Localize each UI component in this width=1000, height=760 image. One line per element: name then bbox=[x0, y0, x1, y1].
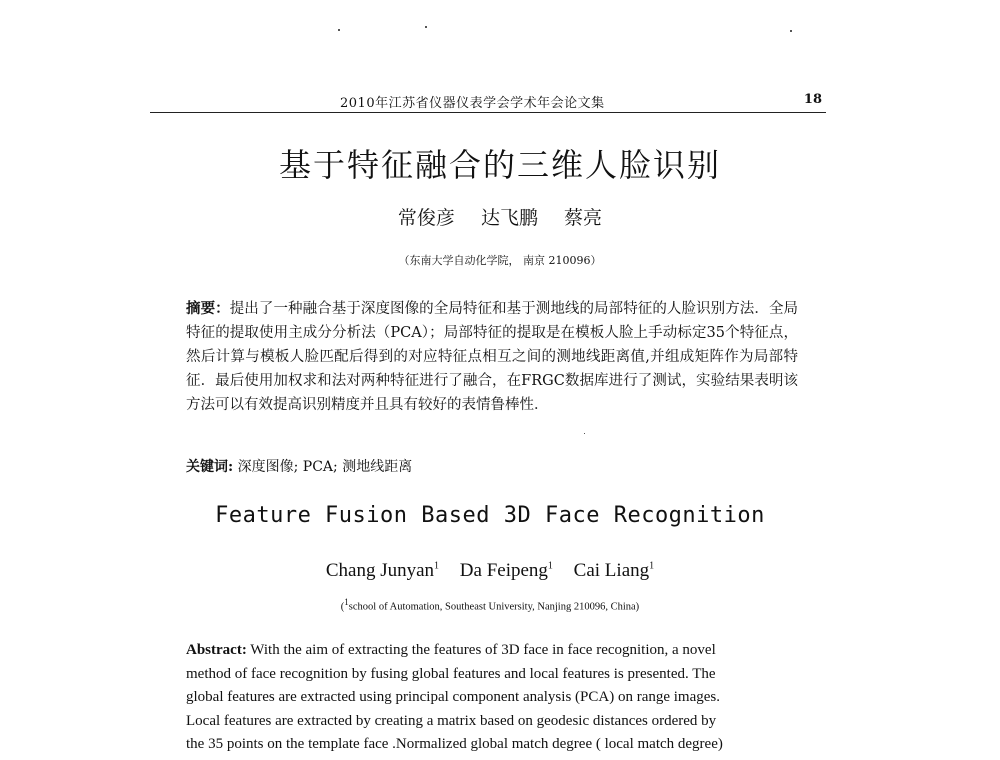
author-en-name: Chang Junyan bbox=[325, 560, 435, 581]
abstract-en-text: With the aim of extracting the features of 3D face in face recognition, a novel bbox=[246, 642, 716, 658]
author-en-name: Da Feipeng bbox=[459, 560, 548, 581]
paper-title-cn: 基于特征融合的三维人脸识别 bbox=[278, 146, 721, 184]
scan-speck bbox=[584, 433, 585, 434]
abstract-en bbox=[186, 639, 798, 757]
abstract-en-line: global features are extracted using principal component analysis (PCA) on range images. bbox=[186, 689, 720, 705]
page-number: 18 bbox=[803, 92, 822, 107]
author-en-affil-mark: 1 bbox=[547, 560, 553, 572]
affiliation-en-text: school of Automation, Southeast University, Nanjing 210096, China) bbox=[348, 601, 640, 613]
running-header bbox=[150, 90, 826, 113]
abstract-en-label: Abstract: bbox=[186, 642, 247, 658]
scan-speck bbox=[338, 29, 340, 31]
abstract-en-line: the 35 points on the template face .Normalized global match degree ( local match degree) bbox=[186, 736, 723, 752]
conference-name: 2010年江苏省仪器仪表学会学术年会论文集 bbox=[340, 96, 605, 111]
scan-speck bbox=[425, 26, 427, 28]
author-cn: 常俊彦 bbox=[397, 207, 455, 229]
abstract-cn-label: 摘要： bbox=[186, 300, 230, 317]
author-en-affil-mark: 1 bbox=[434, 560, 440, 572]
abstract-en-line: Local features are extracted by creating a matrix based on geodesic distances ordered by bbox=[186, 712, 717, 729]
author-cn: 蔡亮 bbox=[564, 207, 603, 229]
author-en bbox=[326, 560, 439, 581]
affiliation-en-mark: 1 bbox=[344, 597, 349, 607]
abstract-en-line bbox=[186, 639, 798, 663]
keywords-cn-label: 关键词: bbox=[186, 459, 234, 475]
affiliation-en: ($^1$school of Automation, Southeast University, Nanjing 210096, China) bbox=[340, 597, 640, 613]
authors-cn bbox=[0, 203, 1000, 230]
author-en-affil-mark: 1 bbox=[649, 560, 655, 572]
abstract-cn bbox=[186, 297, 798, 417]
author-en bbox=[574, 560, 654, 581]
abstract-en-line: method of face recognition by fusing global features and local features is presented. The bbox=[186, 665, 716, 682]
author-en-name: Cai Liang bbox=[573, 560, 650, 581]
author-cn: 达飞鹏 bbox=[480, 207, 538, 229]
author-en bbox=[460, 560, 553, 581]
paper-title-en: Feature Fusion Based 3D Face Recognition bbox=[215, 503, 765, 528]
abstract-cn-text: 提出了一种融合基于深度图像的全局特征和基于测地线的局部特征的人脸识别方法．全局特征的提取使用主成分分析法（PCA）；局部特征的提取是在模板人脸上手动标定35个特征点，然后计算与模板人脸匹配后得到的对应特征点相互之间的测地线距离值,并组成矩阵作为局部特征．最后使用加权求和法对两种特征进行了融合，在FRGC数据库进行了测试，实验结果表明该方法可以有效提高识别精度并且具有较好的表情鲁棒性． bbox=[186, 301, 799, 413]
scan-speck bbox=[790, 30, 792, 32]
authors-en bbox=[0, 560, 980, 582]
affiliation-cn: （东南大学自动化学院， 南京 210096） bbox=[398, 254, 602, 267]
keywords-cn-text: 深度图像; PCA; 测地线距离 bbox=[233, 459, 413, 475]
keywords-cn bbox=[186, 456, 412, 476]
